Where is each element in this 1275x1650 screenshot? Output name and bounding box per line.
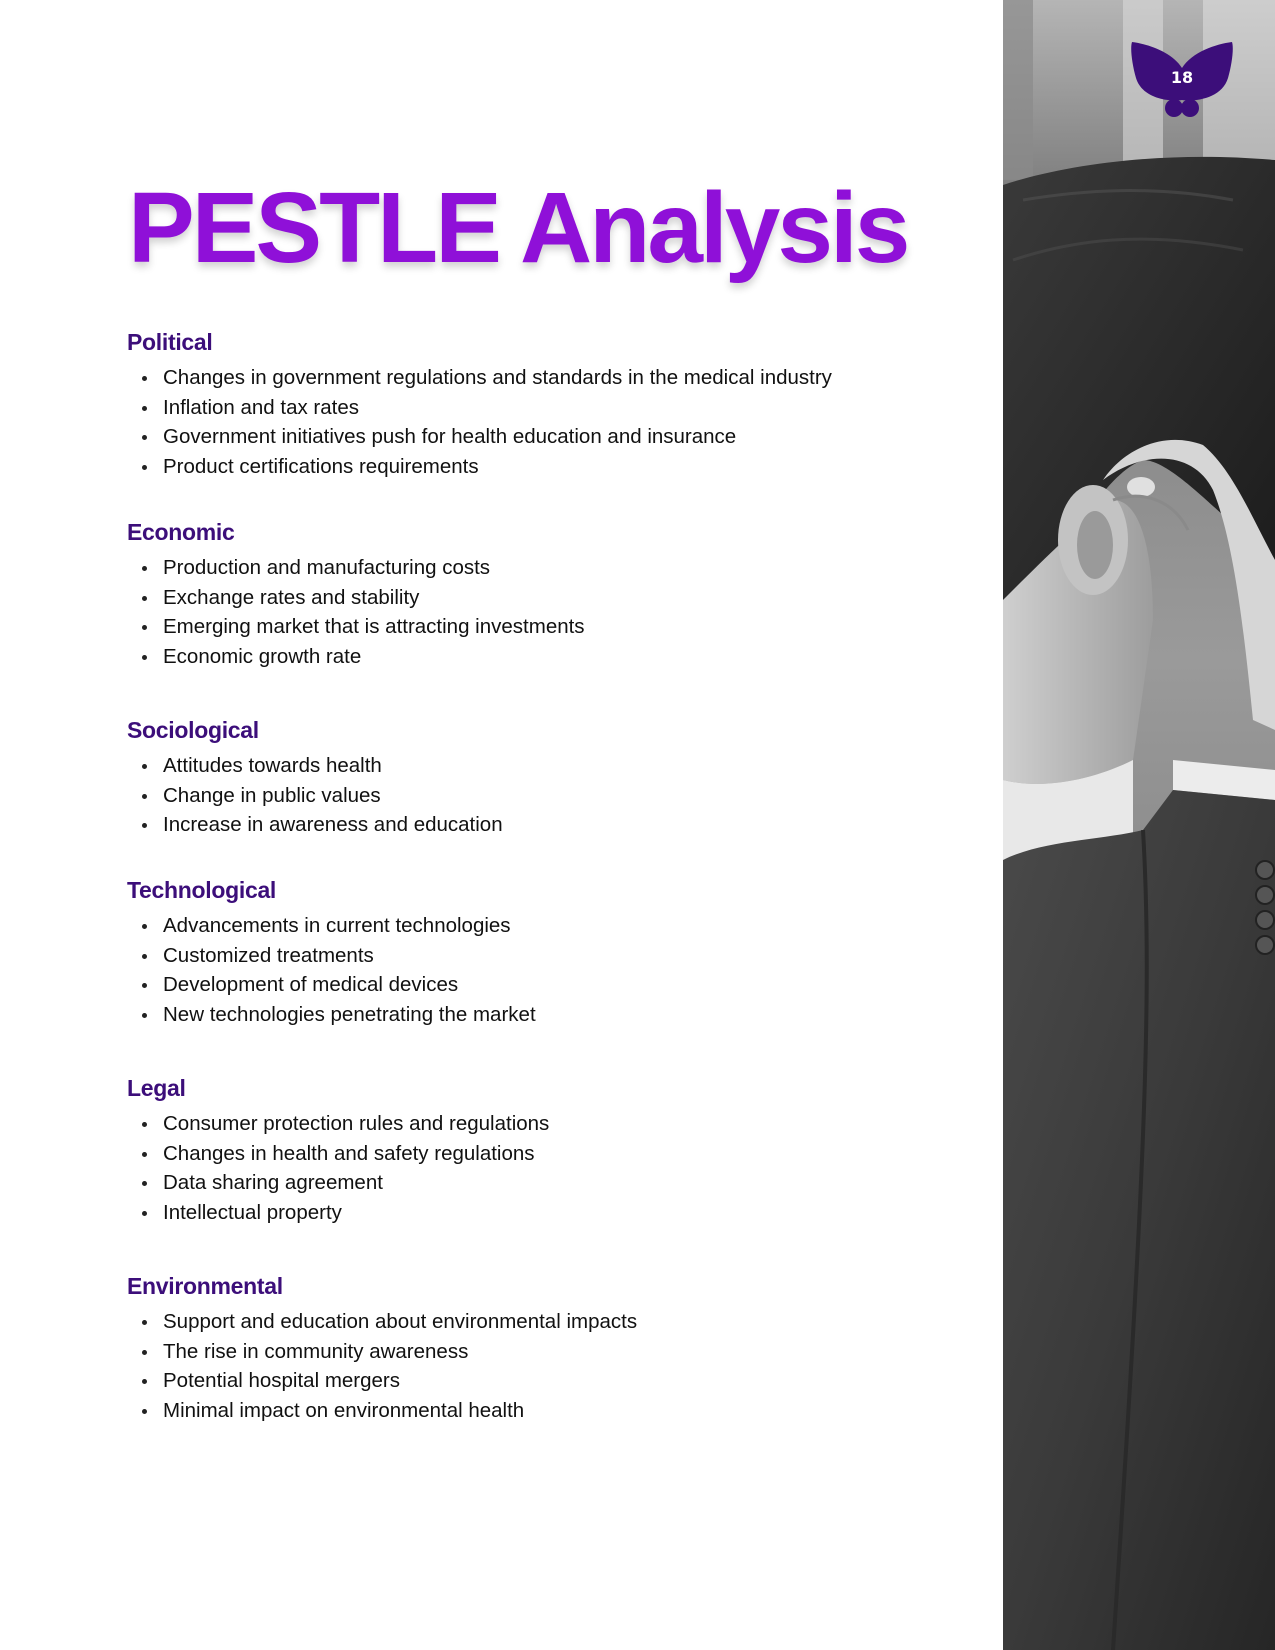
list-item: Government initiatives push for health education and insurance: [127, 422, 832, 452]
bullet-icon: [142, 1152, 147, 1157]
section-heading: Political: [127, 329, 213, 355]
list-item: Economic growth rate: [127, 642, 585, 672]
list-item: Support and education about environmental impacts: [127, 1307, 637, 1337]
side-photo-illustration: [1003, 0, 1275, 1650]
bullet-icon: [142, 764, 147, 769]
section-heading: Sociological: [127, 717, 259, 743]
bullet-icon: [142, 1122, 147, 1127]
list-item: Potential hospital mergers: [127, 1366, 637, 1396]
page-badge: [1128, 38, 1236, 118]
bullet-icon: [142, 1350, 147, 1355]
list-item: Customized treatments: [127, 941, 536, 971]
bullet-icon: [142, 1379, 147, 1384]
section-environmental: [127, 1271, 637, 1425]
list-item: Product certifications requirements: [127, 452, 832, 482]
list-item: New technologies penetrating the market: [127, 1000, 536, 1030]
bullet-icon: [142, 794, 147, 799]
section-heading: Legal: [127, 1075, 186, 1101]
list-item: Consumer protection rules and regulations: [127, 1109, 549, 1139]
page-title: PESTLE Analysis: [128, 172, 908, 284]
list-item: Attitudes towards health: [127, 751, 503, 781]
bullet-list: [127, 911, 536, 1029]
bullet-list: [127, 751, 503, 840]
list-item: Changes in health and safety regulations: [127, 1139, 549, 1169]
bullet-icon: [142, 655, 147, 660]
list-item: Data sharing agreement: [127, 1168, 549, 1198]
bullet-icon: [142, 625, 147, 630]
bullet-icon: [142, 1013, 147, 1018]
bullet-icon: [142, 465, 147, 470]
section-heading: Economic: [127, 519, 235, 545]
bullet-list: [127, 363, 832, 481]
bullet-icon: [142, 435, 147, 440]
bullet-list: [127, 1109, 549, 1227]
list-item: Increase in awareness and education: [127, 810, 503, 840]
side-photo: [1003, 0, 1275, 1650]
list-item: Inflation and tax rates: [127, 393, 832, 423]
bullet-list: [127, 553, 585, 671]
list-item: Exchange rates and stability: [127, 583, 585, 613]
list-item: Development of medical devices: [127, 970, 536, 1000]
page-number: 18: [1170, 68, 1194, 87]
bullet-icon: [142, 924, 147, 929]
section-sociological: [127, 715, 503, 840]
list-item: The rise in community awareness: [127, 1337, 637, 1367]
list-item: Intellectual property: [127, 1198, 549, 1228]
bullet-list: [127, 1307, 637, 1425]
list-item: Minimal impact on environmental health: [127, 1396, 637, 1426]
bullet-icon: [142, 376, 147, 381]
list-item: Emerging market that is attracting investments: [127, 612, 585, 642]
bullet-icon: [142, 1181, 147, 1186]
section-heading: Technological: [127, 877, 277, 903]
bullet-icon: [142, 1409, 147, 1414]
bullet-icon: [142, 983, 147, 988]
list-item: Production and manufacturing costs: [127, 553, 585, 583]
bullet-icon: [142, 954, 147, 959]
section-legal: [127, 1073, 549, 1227]
section-technological: [127, 875, 536, 1029]
bullet-icon: [142, 406, 147, 411]
list-item: Change in public values: [127, 781, 503, 811]
bullet-icon: [142, 596, 147, 601]
section-economic: [127, 517, 585, 671]
bullet-icon: [142, 823, 147, 828]
section-heading: Environmental: [127, 1273, 283, 1299]
list-item: Advancements in current technologies: [127, 911, 536, 941]
bullet-icon: [142, 1211, 147, 1216]
list-item: Changes in government regulations and standards in the medical industry: [127, 363, 832, 393]
section-political: [127, 327, 832, 481]
bullet-icon: [142, 566, 147, 571]
bullet-icon: [142, 1320, 147, 1325]
